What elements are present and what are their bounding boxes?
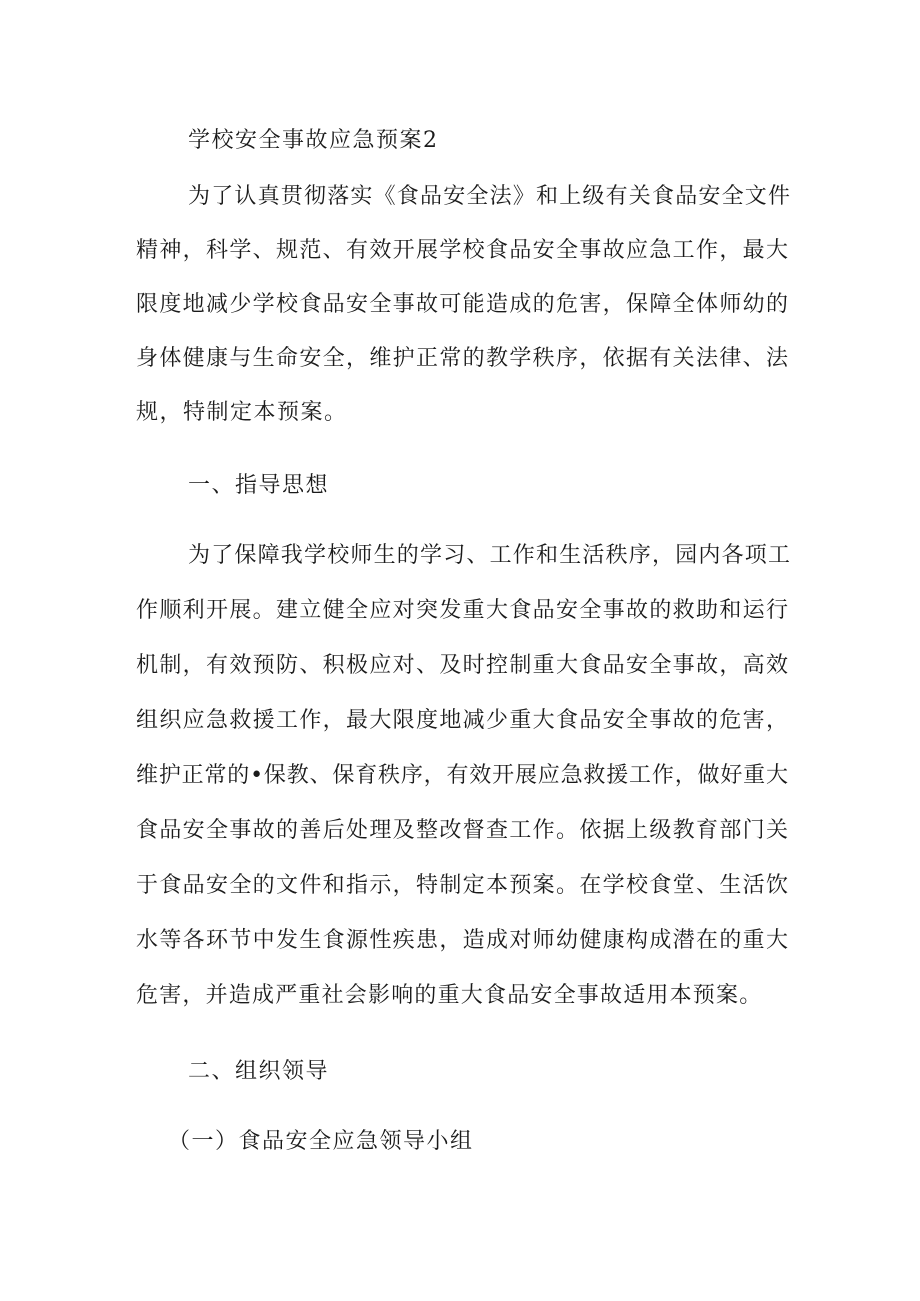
section-1-line-1: 为了保障我学校师生的学习、工作和生活秩序，园内各项工 — [188, 543, 790, 568]
intro-line-2: 精神，科学、规范、有效开展学校食品安全事故应急工作，最大 — [136, 238, 788, 263]
section-1-line-2: 作顺利开展。建立健全应对突发重大食品安全事故的救助和运行 — [136, 598, 788, 623]
section-1-line-3: 机制，有效预防、积极应对、及时控制重大食品安全事故，高效 — [136, 653, 788, 678]
intro-line-4: 身体健康与生命安全，维护正常的教学秩序，依据有关法律、法 — [136, 346, 788, 371]
section-1-heading: 一、指导思想 — [188, 473, 330, 498]
intro-line-5: 规，特制定本预案。 — [136, 400, 348, 425]
subsection-1-heading: （一）食品安全应急领导小组 — [168, 1129, 474, 1154]
intro-line-1: 为了认真贯彻落实《食品安全法》和上级有关食品安全文件 — [188, 184, 790, 209]
intro-line-3: 限度地减少学校食品安全事故可能造成的危害，保障全体师幼的 — [136, 292, 788, 317]
section-1-line-7: 于食品安全的文件和指示，特制定本预案。在学校食堂、生活饮 — [136, 873, 788, 898]
section-1-line-4: 组织应急救援工作，最大限度地减少重大食品安全事故的危害， — [136, 708, 788, 733]
section-1-line-5: 维护正常的•保教、保育秩序，有效开展应急救援工作，做好重大 — [136, 763, 788, 788]
section-1-line-6: 食品安全事故的善后处理及整改督查工作。依据上级教育部门关 — [136, 818, 788, 843]
section-1-line-8: 水等各环节中发生食源性疾患，造成对师幼健康构成潜在的重大 — [136, 928, 788, 953]
section-2-heading: 二、组织领导 — [188, 1059, 330, 1084]
document-title: 学校安全事故应急预案2 — [188, 128, 439, 153]
section-1-line-9: 危害，并造成严重社会影响的重大食品安全事故适用本预案。 — [136, 983, 763, 1008]
